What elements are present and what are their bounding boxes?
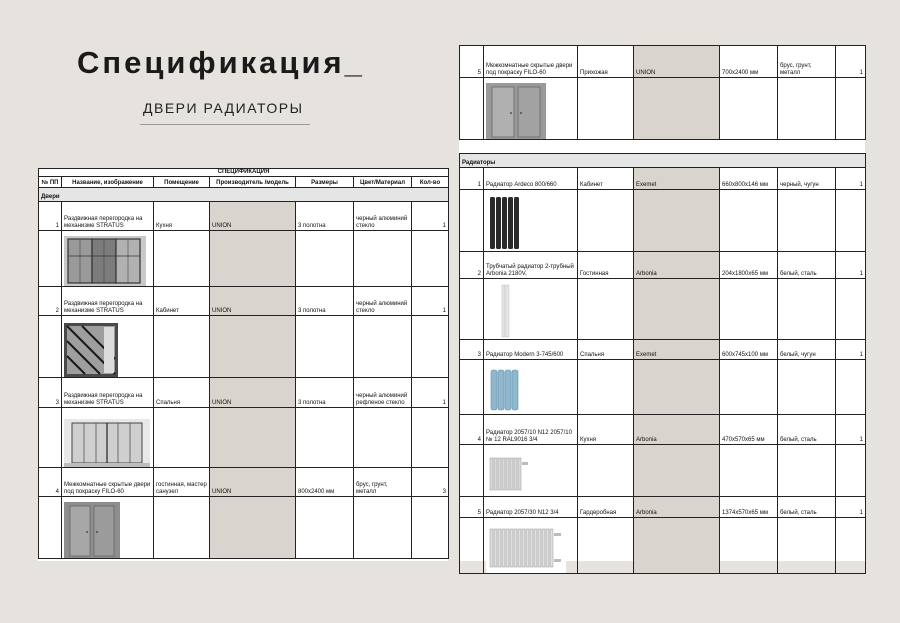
- row-color: белый, сталь: [778, 252, 836, 279]
- row-maker: UNION: [210, 287, 296, 316]
- table-image-row: [460, 360, 866, 415]
- row-num: 4: [39, 468, 62, 497]
- table-row: [460, 340, 866, 360]
- doors-spec-table: [38, 168, 449, 559]
- row-num: 5: [460, 46, 484, 78]
- row-maker: Exemet: [634, 340, 720, 360]
- row-name: Радиатор 2057/30 N12 3/4: [484, 497, 578, 518]
- row-qty: 1: [836, 497, 866, 518]
- table-row: [39, 202, 449, 231]
- row-size: 700х2400 мм: [720, 46, 778, 78]
- table-image-row: [39, 231, 449, 287]
- row-color: брус, грунт, металл: [778, 46, 836, 78]
- hidden-door-image: [62, 497, 154, 559]
- row-qty: 1: [836, 252, 866, 279]
- row-room: Кухня: [578, 415, 634, 445]
- col-header-color: Цвет/Материал: [354, 177, 412, 188]
- row-num: 4: [460, 415, 484, 445]
- row-size: 800х2400 мм: [296, 468, 354, 497]
- row-qty: 1: [412, 202, 449, 231]
- row-room: Кухня: [154, 202, 210, 231]
- row-room: Прихожая: [578, 46, 634, 78]
- row-qty: 1: [836, 46, 866, 78]
- row-room: гостинная, мастер санузел: [154, 468, 210, 497]
- table-image-row: [39, 497, 449, 559]
- table-image-row: [460, 445, 866, 497]
- row-color: черный, чугун: [778, 168, 836, 190]
- row-maker: UNION: [634, 46, 720, 78]
- radiator-image: [484, 279, 578, 340]
- section-doors: Двери: [39, 188, 449, 202]
- row-size: 1374х570х65 мм: [720, 497, 778, 518]
- radiators-spec-table: [459, 45, 866, 574]
- table-caption: СПЕЦИФИКАЦИЯ: [39, 169, 449, 177]
- row-size: 470х570х65 мм: [720, 415, 778, 445]
- row-size: 3 полотна: [296, 202, 354, 231]
- table-image-row: [460, 190, 866, 252]
- row-room: Спальня: [154, 378, 210, 408]
- table-row: [39, 378, 449, 408]
- row-color: белый, сталь: [778, 415, 836, 445]
- col-header-qty: Кол-во: [412, 177, 449, 188]
- table-row: [460, 497, 866, 518]
- row-size: 3 полотна: [296, 378, 354, 408]
- row-size: 204х1800х65 мм: [720, 252, 778, 279]
- radiator-image: [484, 445, 578, 497]
- row-size: 600х745х100 мм: [720, 340, 778, 360]
- sliding-partition-image: [62, 408, 154, 468]
- table-row: [460, 252, 866, 279]
- row-maker: UNION: [210, 468, 296, 497]
- radiator-image: [484, 518, 578, 574]
- row-name: Радиатор Ardeco 800/660: [484, 168, 578, 190]
- row-color: белый, сталь: [778, 497, 836, 518]
- row-name: Раздвижная перегородка на механизме STRATUS: [62, 202, 154, 231]
- table-row: [39, 468, 449, 497]
- table-row: [460, 415, 866, 445]
- row-name: Раздвижная перегородка на механизме STRATUS: [62, 287, 154, 316]
- radiator-image: [484, 360, 578, 415]
- row-maker: Exemet: [634, 168, 720, 190]
- row-room: Кабинет: [154, 287, 210, 316]
- subtitle-divider: [140, 124, 310, 125]
- table-image-row: [460, 279, 866, 340]
- row-num: 2: [460, 252, 484, 279]
- row-qty: 1: [412, 287, 449, 316]
- row-color: брус, грунт, металл: [354, 468, 412, 497]
- sliding-partition-image: [62, 231, 154, 287]
- row-name: Трубчатый радиатор 2-трубный Arbonia 2180V,: [484, 252, 578, 279]
- right-spec-sheet: [459, 45, 865, 561]
- hidden-door-image: [484, 78, 578, 140]
- section-radiators: Радиаторы: [460, 154, 866, 168]
- row-qty: 1: [836, 340, 866, 360]
- table-image-row: [460, 78, 866, 140]
- table-image-row: [39, 316, 449, 378]
- row-maker: Arbonia: [634, 497, 720, 518]
- row-num: 1: [39, 202, 62, 231]
- row-num: 2: [39, 287, 62, 316]
- row-num: 1: [460, 168, 484, 190]
- row-room: Гостинная: [578, 252, 634, 279]
- row-num: 3: [460, 340, 484, 360]
- col-header-room: Помещение: [154, 177, 210, 188]
- row-qty: 1: [836, 168, 866, 190]
- table-row: [39, 287, 449, 316]
- row-room: Кабинет: [578, 168, 634, 190]
- row-qty: 1: [836, 415, 866, 445]
- row-maker: Arbonia: [634, 252, 720, 279]
- table-image-row: [460, 518, 866, 574]
- col-header-name: Название, изображение: [62, 177, 154, 188]
- row-color: черный алюминий рефленое стекло: [354, 378, 412, 408]
- row-num: 5: [460, 497, 484, 518]
- table-image-row: [39, 408, 449, 468]
- page-subtitle: ДВЕРИ РАДИАТОРЫ: [143, 100, 304, 116]
- row-color: черный алюминий стекло: [354, 202, 412, 231]
- row-room: Спальня: [578, 340, 634, 360]
- table-row: [460, 46, 866, 78]
- row-qty: 3: [412, 468, 449, 497]
- radiator-image: [484, 190, 578, 252]
- sliding-partition-image: [62, 316, 154, 378]
- left-spec-sheet: [38, 168, 448, 561]
- row-name: Раздвижная перегородка на механизме STRATUS: [62, 378, 154, 408]
- row-color: черный алюминий стекло: [354, 287, 412, 316]
- row-room: Гардеробная: [578, 497, 634, 518]
- row-maker: Arbonia: [634, 415, 720, 445]
- row-size: 660х800х146 мм: [720, 168, 778, 190]
- row-maker: UNION: [210, 202, 296, 231]
- row-name: Межкомнатные скрытые двери под покраску FILO-60: [62, 468, 154, 497]
- col-header-maker: Производитель /модель: [210, 177, 296, 188]
- col-header-num: № ПП: [39, 177, 62, 188]
- col-header-size: Размеры: [296, 177, 354, 188]
- page-title: Спецификация_: [77, 45, 365, 80]
- table-row: [460, 168, 866, 190]
- row-name: Радиатор 2057/10 N12 2057/10 № 12 RAL9016 3/4: [484, 415, 578, 445]
- row-size: 3 полотна: [296, 287, 354, 316]
- row-name: Межкомнатные скрытые двери под покраску FILO-60: [484, 46, 578, 78]
- row-maker: UNION: [210, 378, 296, 408]
- row-color: белый, чугун: [778, 340, 836, 360]
- row-name: Радиатор Modern 3-745/600: [484, 340, 578, 360]
- row-num: 3: [39, 378, 62, 408]
- row-qty: 1: [412, 378, 449, 408]
